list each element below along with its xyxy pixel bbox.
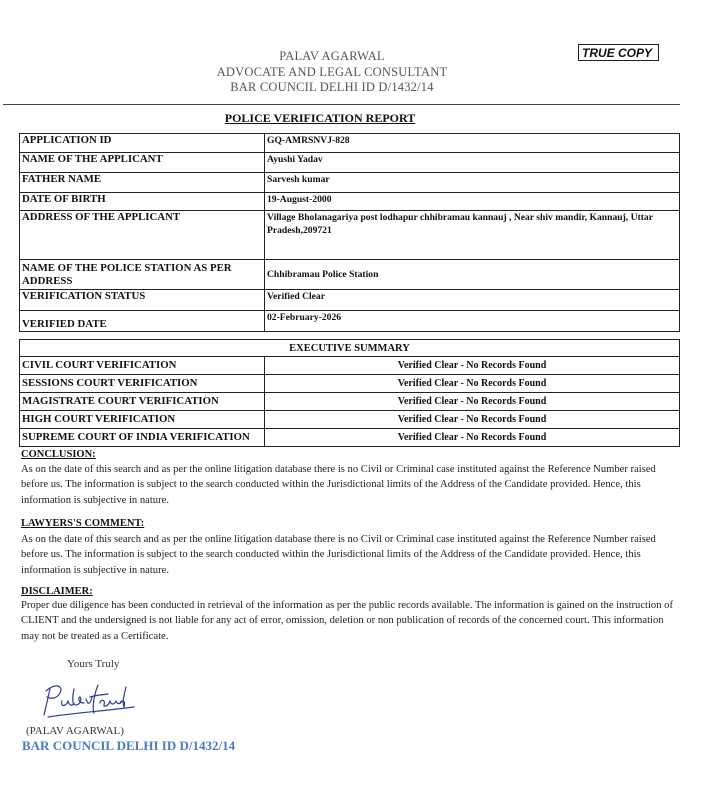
summary-value: Verified Clear - No Records Found (265, 375, 680, 393)
summary-value: Verified Clear - No Records Found (265, 429, 680, 447)
table-row (20, 153, 680, 173)
advocate-designation: ADVOCATE AND LEGAL CONSULTANT (216, 64, 448, 79)
advocate-name: PALAV AGARWAL (279, 49, 385, 63)
signatory-bar-id: BAR COUNCIL DELHI ID D/1432/14 (22, 738, 236, 753)
info-label: VERIFIED DATE (20, 311, 265, 332)
info-value: Sarvesh kumar (265, 173, 680, 193)
info-label: ADDRESS OF THE APPLICANT (20, 211, 265, 260)
applicant-info-table (19, 133, 680, 332)
summary-label: SUPREME COURT OF INDIA VERIFICATION (20, 429, 265, 447)
summary-value: Verified Clear - No Records Found (265, 411, 680, 429)
info-label: FATHER NAME (20, 173, 265, 193)
table-row (20, 311, 680, 332)
summary-label: CIVIL COURT VERIFICATION (20, 357, 265, 375)
table-row (20, 193, 680, 211)
disclaimer-heading: DISCLAIMER: (21, 586, 93, 597)
table-row (20, 393, 680, 411)
summary-value: Verified Clear - No Records Found (265, 393, 680, 411)
info-value: GQ-AMRSNVJ-828 (265, 134, 680, 153)
table-row (20, 290, 680, 311)
closing-salutation: Yours Truly (67, 658, 120, 670)
conclusion-text: As on the date of this search and as per the online litigation database there is no Civil or Criminal case instituted against the Reference Number raised before us. The information is subject to the search conducted within the Jurisdictional limits of the Address of the Candidate provided. Hence, this information is subjective in nature. (21, 464, 656, 506)
info-value: Ayushi Yadav (265, 153, 680, 173)
table-row (20, 429, 680, 447)
summary-label: SESSIONS COURT VERIFICATION (20, 375, 265, 393)
report-title: POLICE VERIFICATION REPORT (224, 111, 416, 125)
summary-title: EXECUTIVE SUMMARY (20, 340, 680, 357)
info-value: Chhibramau Police Station (265, 260, 680, 290)
table-row (20, 173, 680, 193)
summary-value: Verified Clear - No Records Found (265, 357, 680, 375)
info-label: VERIFICATION STATUS (20, 290, 265, 311)
true-copy-stamp: TRUE COPY (578, 44, 659, 61)
handwritten-signature (38, 677, 138, 721)
summary-label: MAGISTRATE COURT VERIFICATION (20, 393, 265, 411)
info-label: DATE OF BIRTH (20, 193, 265, 211)
disclaimer-text: Proper due diligence has been conducted in retrieval of the information as per the public records available. The information is gained on the instruction of CLIENT and the undersigned is not liable for any act of error, omission, deletion or non publication of records of the concerned court. This information may not be treated as a Certificate. (21, 600, 673, 642)
header-divider (3, 104, 680, 105)
executive-summary-table (19, 339, 680, 447)
lawyers-comment-text: As on the date of this search and as per the online litigation database there is no Civil or Criminal case instituted against the Reference Number raised before us. The information is subject to the search conducted within the Jurisdictional limits of the Address of the Candidate provided. Hence, this information is subjective in nature. (21, 534, 656, 576)
conclusion-heading: CONCLUSION: (21, 449, 96, 460)
signatory-name: (PALAV AGARWAL) (26, 725, 124, 737)
info-value: 02-February-2026 (265, 311, 680, 332)
info-label: APPLICATION ID (20, 134, 265, 153)
info-value: Village Bholanagariya post lodhapur chhibramau kannauj , Near shiv mandir, Kannauj, Uttar Pradesh,209721 (265, 211, 680, 260)
table-row (20, 134, 680, 153)
table-row (20, 375, 680, 393)
info-label: NAME OF THE APPLICANT (20, 153, 265, 173)
advocate-bar-id: BAR COUNCIL DELHI ID D/1432/14 (230, 80, 434, 94)
info-label: NAME OF THE POLICE STATION AS PER ADDRESS (20, 260, 265, 290)
table-row (20, 411, 680, 429)
table-row (20, 340, 680, 357)
table-row (20, 260, 680, 290)
table-row (20, 211, 680, 260)
summary-label: HIGH COURT VERIFICATION (20, 411, 265, 429)
info-value: Verified Clear (265, 290, 680, 311)
table-row (20, 357, 680, 375)
info-value: 19-August-2000 (265, 193, 680, 211)
lawyers-comment-heading: LAWYERS'S COMMENT: (21, 518, 145, 529)
